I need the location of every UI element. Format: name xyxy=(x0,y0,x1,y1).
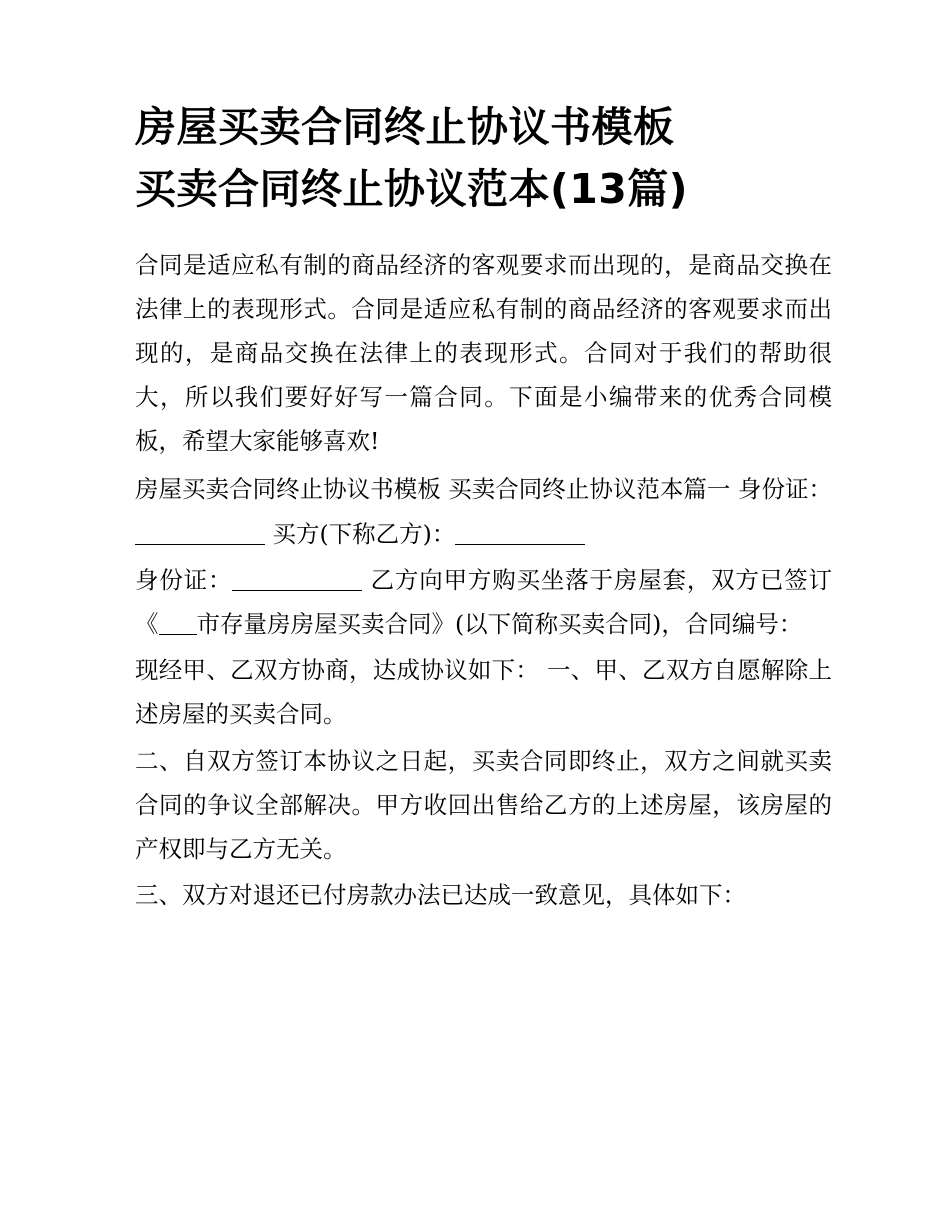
paragraph-intro: 合同是适应私有制的商品经济的客观要求而出现的，是商品交换在法律上的表现形式。合同是适应私有制的商品经济的客观要求而出现的，是商品交换在法律上的表现形式。合同对于我们的帮助很大，所以我们要好好写一篇合同。下面是小编带来的优秀合同模板，希望大家能够喜欢! xyxy=(135,250,832,456)
paragraph-text: 买方(下称乙方)： xyxy=(272,519,456,548)
paragraph-section-heading xyxy=(135,467,832,555)
paragraph-text: 市存量房房屋买卖合同》(以下简称买卖合同)，合同编号： xyxy=(196,610,803,638)
fill-blank-buyer xyxy=(455,544,585,545)
fill-blank-city xyxy=(159,634,197,635)
paragraph-agreement-clause-1: 现经甲、乙双方协商，达成协议如下： 一、甲、乙双方自愿解除上述房屋的买卖合同。 xyxy=(135,656,832,729)
page-title-line-2: 买卖合同终止协议范本(13篇) xyxy=(135,165,689,214)
fill-blank-id-buyer xyxy=(232,590,362,591)
paragraph-agreement-clause-3: 三、双方对退还已付房款办法已达成一致意见，具体如下： xyxy=(135,881,746,910)
paragraph-text: 乙方向甲方购买坐落于房屋套，双方已签订《 xyxy=(135,565,832,638)
paragraph-text: 房屋买卖合同终止协议书模板 买卖合同终止协议范本篇一 身份证： xyxy=(135,475,832,504)
paragraph-buyer-id xyxy=(135,558,832,646)
paragraph-text: 身份证： xyxy=(135,565,233,594)
page-title xyxy=(135,96,832,221)
paragraph-agreement-clause-2: 二、自双方签订本协议之日起，买卖合同即终止，双方之间就买卖合同的争议全部解决。甲方收回出售给乙方的上述房屋，该房屋的产权即与乙方无关。 xyxy=(135,746,832,863)
document-body xyxy=(135,243,832,918)
fill-blank-id-seller xyxy=(135,544,265,545)
page-title-line-1: 房屋买卖合同终止协议书模板 xyxy=(135,103,675,151)
